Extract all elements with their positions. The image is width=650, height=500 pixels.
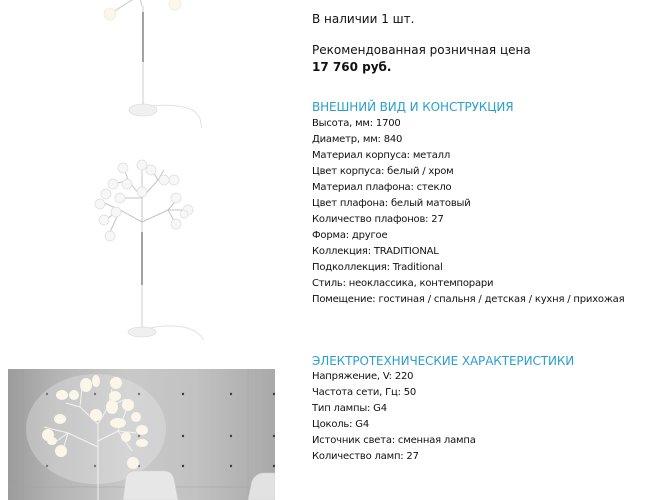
spec-item: Тип лампы: G4: [312, 403, 387, 414]
spec-list-electrical: [312, 369, 476, 465]
spec-item: Материал плафона: стекло: [312, 182, 452, 193]
spec-item: Коллекция: TRADITIONAL: [312, 246, 439, 257]
spec-item: Количество ламп: 27: [312, 451, 419, 462]
interior-photo-icon: [8, 369, 275, 500]
floor-lamp-icon: [80, 140, 230, 340]
spec-item: Стиль: неоклассика, контемпорари: [312, 278, 494, 289]
spec-item: Частота сети, Гц: 50: [312, 387, 417, 398]
spec-item: Источник света: сменная лампа: [312, 435, 476, 446]
spec-item: Материал корпуса: металл: [312, 150, 451, 161]
floor-lamp-icon: [80, 0, 230, 130]
spec-item: Цвет корпуса: белый / хром: [312, 166, 454, 177]
product-gallery: [0, 0, 300, 500]
section-title-electrical: ЭЛЕКТРОТЕХНИЧЕСКИЕ ХАРАКТЕРИСТИКИ: [312, 354, 575, 368]
section-title-appearance: ВНЕШНИЙ ВИД И КОНСТРУКЦИЯ: [312, 100, 514, 114]
availability-text: В наличии 1 шт.: [312, 12, 415, 26]
product-image-interior[interactable]: [8, 369, 275, 500]
spec-item: Высота, мм: 1700: [312, 118, 401, 129]
product-image-side-view[interactable]: [80, 0, 230, 130]
spec-item: Помещение: гостиная / спальня / детская / кухня / прихожая: [312, 294, 625, 305]
spec-item: Количество плафонов: 27: [312, 214, 444, 225]
spec-item: Цоколь: G4: [312, 419, 369, 430]
spec-item: Форма: другое: [312, 230, 388, 241]
spec-item: Подколлекция: Traditional: [312, 262, 443, 273]
spec-item: Цвет плафона: белый матовый: [312, 198, 471, 209]
spec-item: Напряжение, V: 220: [312, 371, 414, 382]
price-value: 17 760 руб.: [312, 60, 392, 74]
spec-item: Диаметр, мм: 840: [312, 134, 403, 145]
spec-list-appearance: [312, 116, 624, 308]
price-label: Рекомендованная розничная цена: [312, 43, 531, 57]
product-image-front-view[interactable]: [80, 140, 230, 340]
